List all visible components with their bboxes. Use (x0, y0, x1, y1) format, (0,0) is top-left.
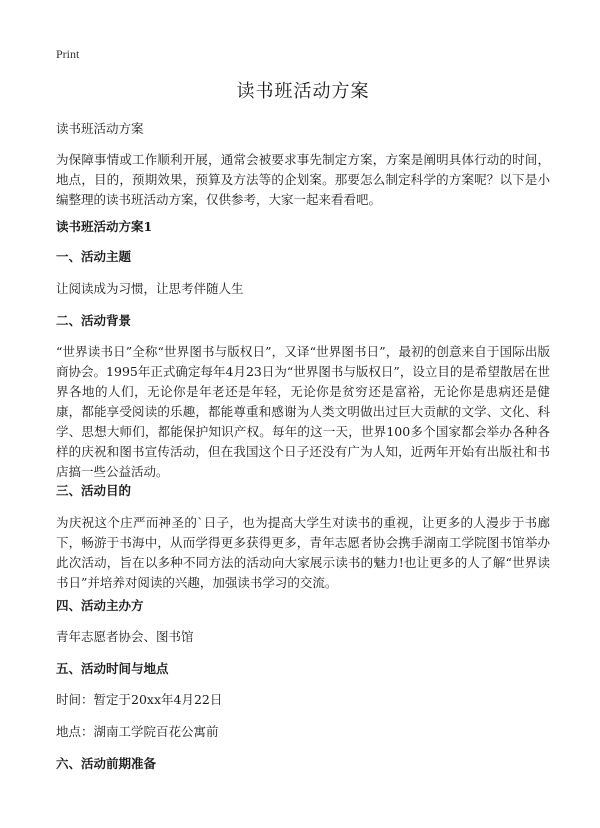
print-link[interactable]: Print (56, 47, 80, 61)
section-text-background: “世界读书日”全称“世界图书与版权日”，又译“世界图书日”，最初的创意来自于国际出版商协会。1995年正式确定每年4月23日为“世界图书与版权日”，设立目的是希望散居在世界各地的人们，无论你是年老还是年轻，无论你是贫穷还是富裕，无论你是患病还是健康，都能享受阅读的乐趣，都能尊重和感谢为人类文明做出过巨大贡献的文学、文化、科学、思想大师们，都能保护知识产权。每年的这一天，世界100多个国家都会举办各种各样的庆祝和图书宣传活动，但在我国这个日子还没有广为人知，近两年开始有出版社和书店搞一些公益活动。 (56, 344, 550, 479)
section-heading-organizer: 四、活动主办方 (56, 598, 144, 613)
section-text-organizer: 青年志愿者协会、图书馆 (56, 629, 194, 644)
section-heading-purpose: 三、活动目的 (56, 483, 132, 498)
section-heading-preparation: 六、活动前期准备 (56, 756, 157, 771)
section-heading-theme: 一、活动主题 (56, 249, 132, 264)
section-text-theme: 让阅读成为习惯，让思考伴随人生 (56, 281, 244, 296)
section-text-place: 地点：湖南工学院百花公寓前 (56, 724, 219, 739)
section-text-purpose: 为庆祝这个庄严而神圣的`日子，也为提高大学生对读书的重视，让更多的人漫步于书廊下，畅游于书海中，从而学得更多获得更多，青年志愿者协会携手湖南工学院图书馆举办此次活动，旨在以多种不同方法的活动向大家展示读书的魅力!也让更多的人了解“世界读书日”并培养对阅读的兴趣，加强读书学习的交流。 (56, 515, 550, 590)
document-subtitle: 读书班活动方案 (56, 121, 144, 136)
document-title: 读书班活动方案 (236, 81, 370, 102)
intro-paragraph: 为保障事情或工作顺利开展，通常会被要求事先制定方案，方案是阐明具体行动的时间，地点，目的，预期效果，预算及方法等的企划案。那要怎么制定科学的方案呢？以下是小编整理的读书班活动方案，仅供参考，大家一起来看看吧。 (56, 152, 550, 207)
section-heading-background: 二、活动背景 (56, 313, 132, 328)
section-heading-time-place: 五、活动时间与地点 (56, 661, 169, 676)
section-text-time: 时间：暂定于20xx年4月22日 (56, 692, 223, 707)
plan-heading: 读书班活动方案1 (56, 219, 153, 234)
